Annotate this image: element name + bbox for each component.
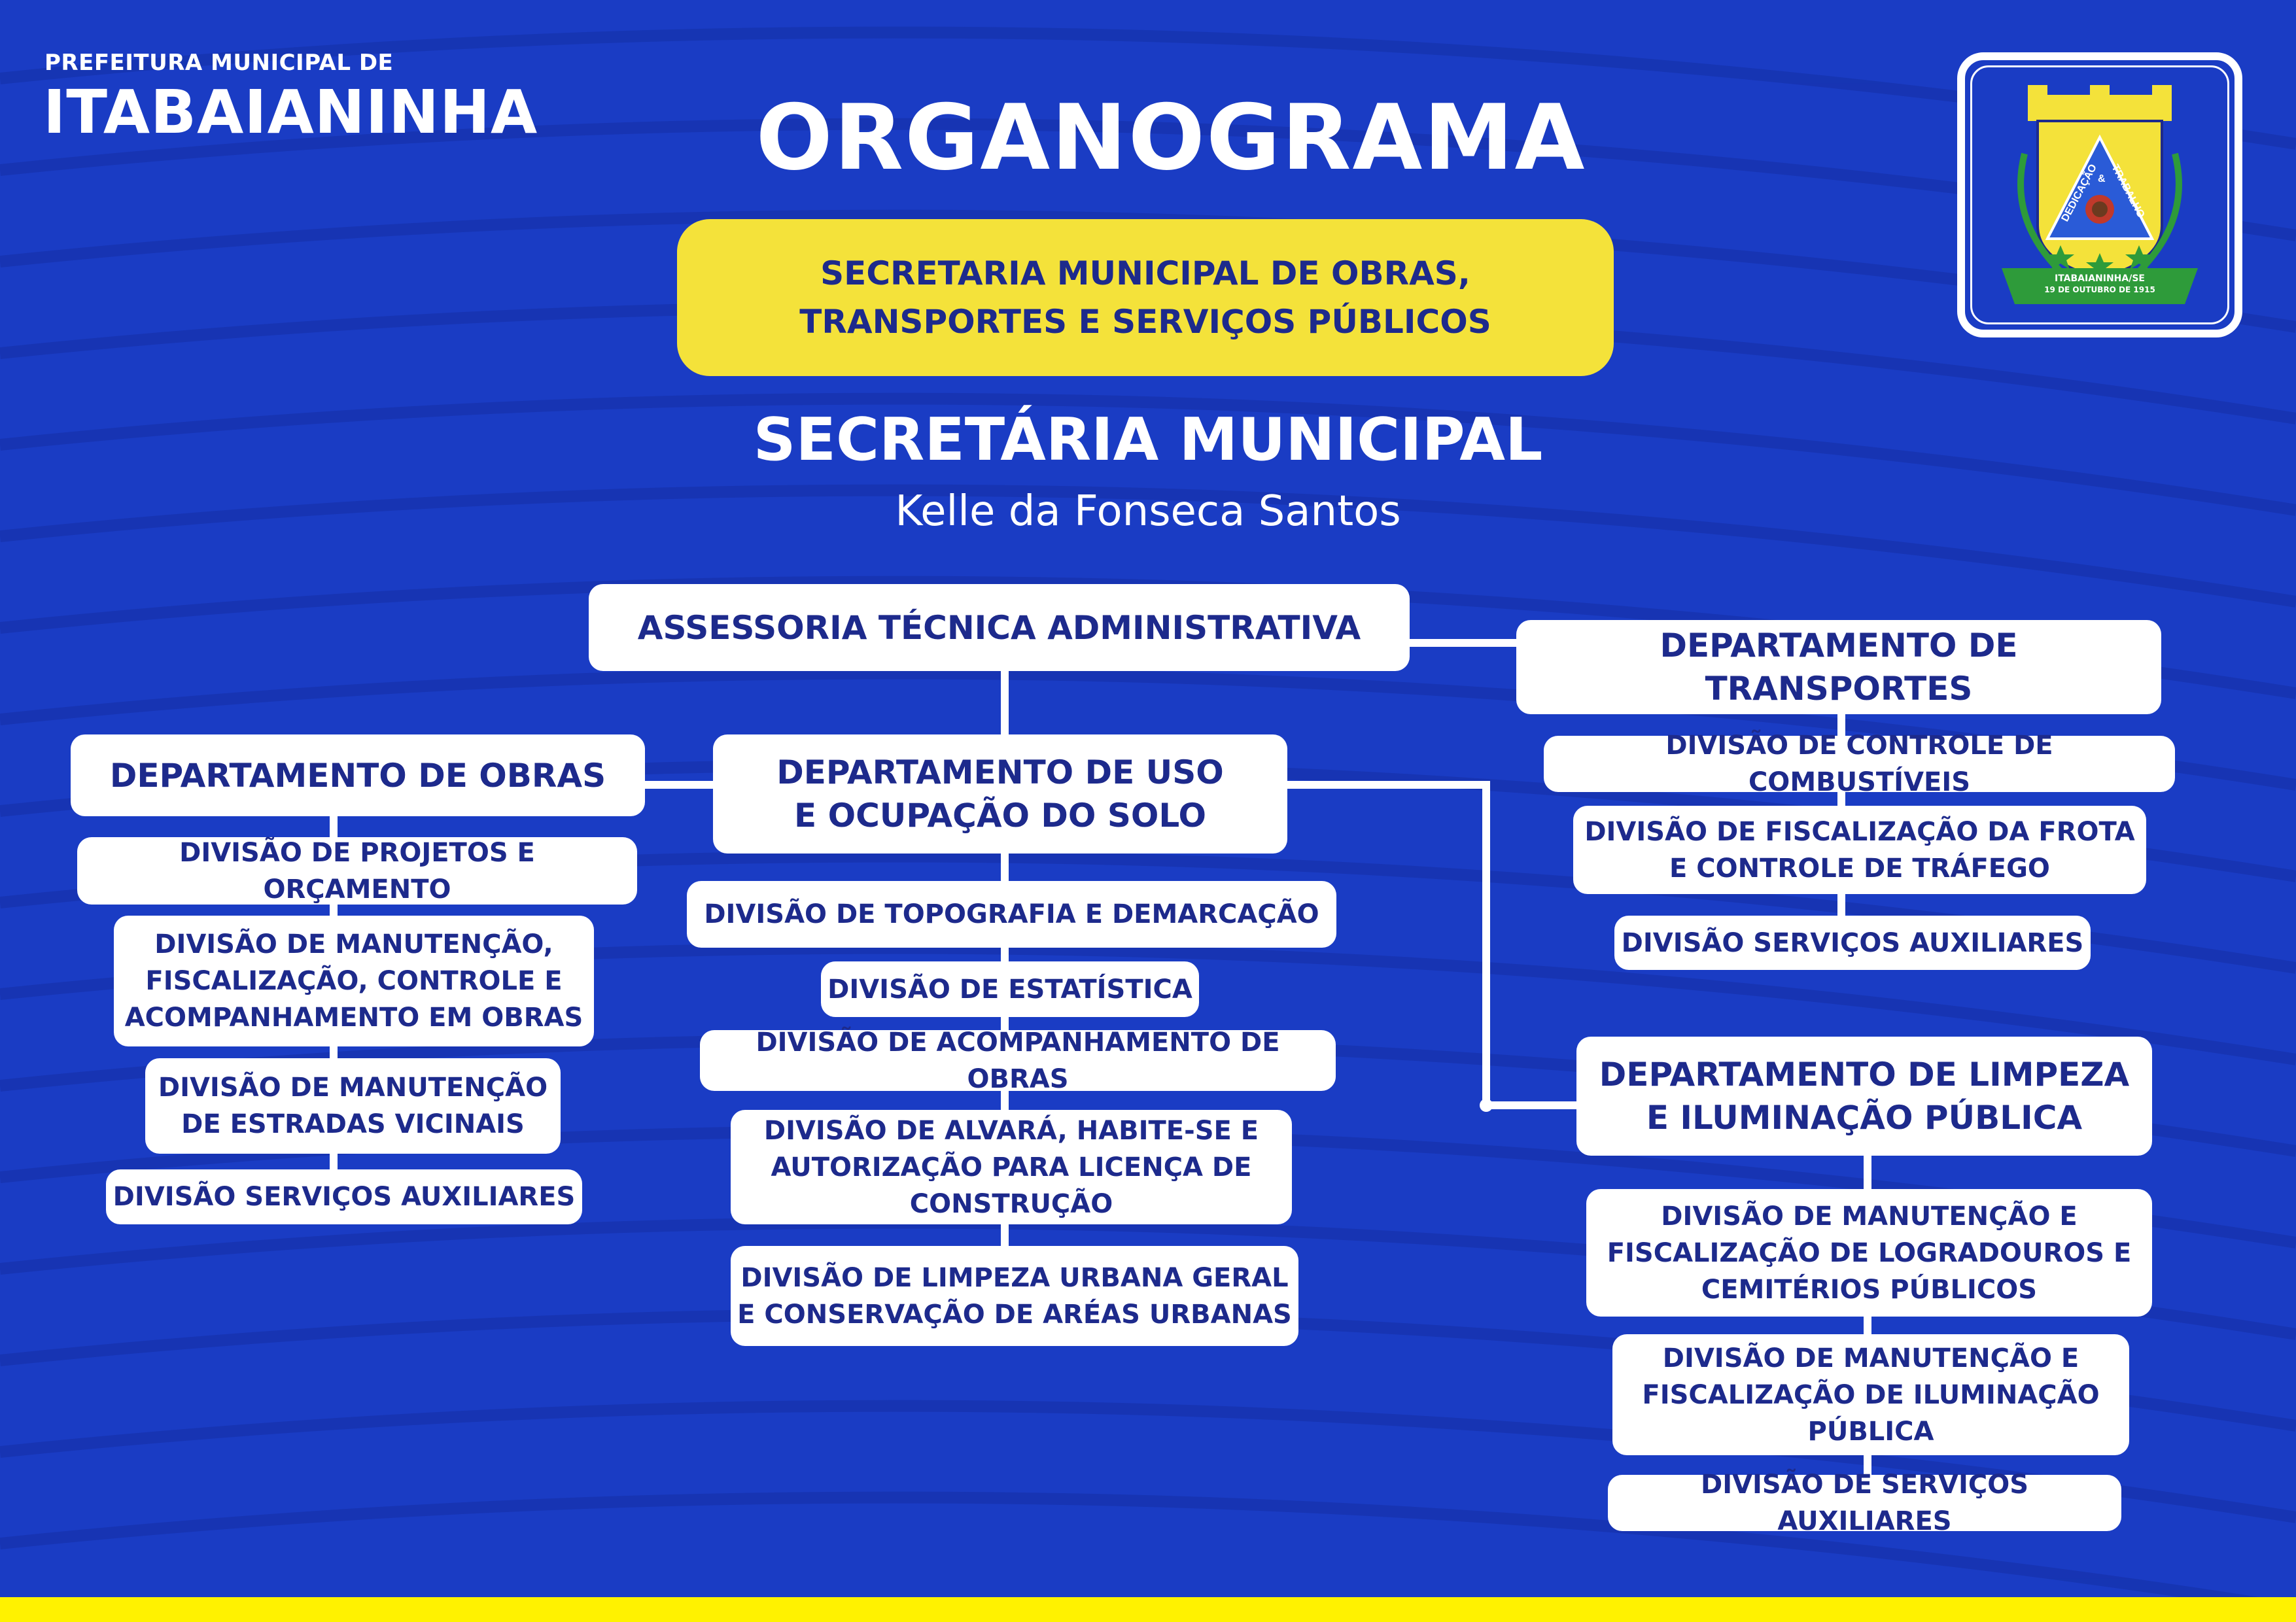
motto-right: TRABALHO	[2109, 162, 2147, 220]
divisao-manutencao-fiscalizacao-obras	[114, 916, 594, 1046]
secretaria-name: SECRETARIA MUNICIPAL DE OBRAS, TRANSPORTES E SERVIÇOS PÚBLICOS	[799, 254, 1491, 341]
divisao-manutencao-estradas-vicinais	[145, 1058, 561, 1154]
departamento-uso-ocupacao-solo	[713, 734, 1287, 854]
crest-motto	[2034, 144, 2165, 235]
assessoria-tecnica-administrativa	[589, 584, 1410, 671]
departamento-transportes-label: DEPARTAMENTO DE TRANSPORTES	[1660, 627, 2018, 708]
divisao-label: DIVISÃO DE MANUTENÇÃO, FISCALIZAÇÃO, CONTROLE E ACOMPANHAMENTO EM OBRAS	[124, 929, 583, 1033]
divisao-limpeza-urbana-geral	[731, 1246, 1298, 1346]
divisao-projetos-orcamento	[77, 837, 637, 905]
departamento-obras	[71, 734, 645, 816]
crest-city-label: ITABAIANINHA/SE	[2054, 273, 2145, 284]
divisao-servicos-auxiliares-obras	[106, 1169, 582, 1224]
departamento-limpeza-iluminacao	[1576, 1037, 2152, 1156]
divisao-estatistica	[821, 961, 1199, 1017]
crest-date-label: 19 DE OUTUBRO DE 1915	[2044, 285, 2155, 294]
divisao-label: DIVISÃO DE TOPOGRAFIA E DEMARCAÇÃO	[704, 899, 1319, 929]
divisao-alvara-habite-se	[731, 1110, 1292, 1224]
motto-left: DEDICAÇÃO	[2059, 162, 2100, 224]
divisao-label: DIVISÃO DE CONTROLE DE COMBUSTÍVEIS	[1665, 731, 2053, 797]
assessoria-label: ASSESSORIA TÉCNICA ADMINISTRATIVA	[637, 608, 1361, 647]
divisao-label: DIVISÃO SERVIÇOS AUXILIARES	[113, 1182, 576, 1212]
divisao-label: DIVISÃO DE MANUTENÇÃO E FISCALIZAÇÃO DE LOGRADOUROS E CEMITÉRIOS PÚBLICOS	[1607, 1201, 2132, 1305]
divisao-label: DIVISÃO DE LIMPEZA URBANA GERAL E CONSERVAÇÃO DE ARÉAS URBANAS	[737, 1262, 1292, 1330]
divisao-label: DIVISÃO DE FISCALIZAÇÃO DA FROTA E CONTROLE DE TRÁFEGO	[1584, 816, 2135, 884]
secretary-title: SECRETÁRIA MUNICIPAL	[753, 406, 1543, 474]
divisao-acompanhamento-obras	[700, 1027, 1336, 1094]
divisao-label: DIVISÃO DE PROJETOS E ORÇAMENTO	[179, 837, 535, 905]
motto-ampersand: &	[2098, 173, 2106, 184]
secretary-name: Kelle da Fonseca Santos	[895, 487, 1401, 536]
divisao-logradouros-cemiterios	[1586, 1189, 2152, 1317]
departamento-obras-label: DEPARTAMENTO DE OBRAS	[109, 756, 606, 795]
divisao-label: DIVISÃO DE ACOMPANHAMENTO DE OBRAS	[756, 1027, 1280, 1094]
divisao-controle-combustiveis	[1544, 731, 2175, 797]
divisao-servicos-auxiliares-limpeza	[1608, 1470, 2121, 1536]
page-title: ORGANOGRAMA	[756, 85, 1586, 190]
divisao-iluminacao-publica	[1612, 1334, 2129, 1455]
departamento-uso-solo-label: DEPARTAMENTO DE USO E OCUPAÇÃO DO SOLO	[776, 753, 1224, 835]
divisao-label: DIVISÃO DE MANUTENÇÃO E FISCALIZAÇÃO DE ILUMINAÇÃO PÚBLICA	[1642, 1343, 2100, 1447]
header-prefeitura: PREFEITURA MUNICIPAL DE	[44, 50, 394, 76]
divisao-label: DIVISÃO DE SERVIÇOS AUXILIARES	[1700, 1470, 2028, 1536]
departamento-limpeza-label: DEPARTAMENTO DE LIMPEZA E ILUMINAÇÃO PÚBLICA	[1599, 1056, 2130, 1137]
divisao-label: DIVISÃO SERVIÇOS AUXILIARES	[1621, 927, 2084, 958]
divisao-topografia-demarcacao	[687, 881, 1336, 948]
divisao-label: DIVISÃO DE ESTATÍSTICA	[827, 974, 1192, 1005]
divisao-servicos-auxiliares-transportes	[1614, 916, 2091, 970]
departamento-transportes	[1516, 620, 2161, 714]
divisao-fiscalizacao-frota	[1573, 806, 2146, 894]
divisao-label: DIVISÃO DE MANUTENÇÃO DE ESTRADAS VICINAIS	[158, 1073, 548, 1139]
header-city: ITABAIANINHA	[43, 77, 538, 147]
divisao-label: DIVISÃO DE ALVARÁ, HABITE-SE E AUTORIZAÇÃO PARA LICENÇA DE CONSTRUÇÃO	[763, 1115, 1259, 1219]
